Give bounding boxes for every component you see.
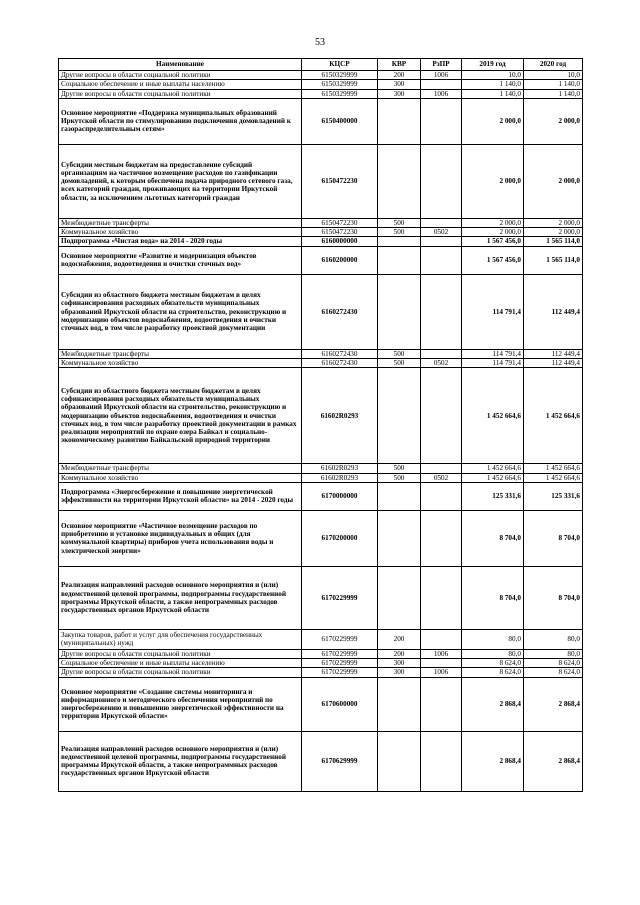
cell-kvr: 300	[378, 659, 421, 668]
cell-name: Субсидии местным бюджетам на предоставление субсидий организациям на частичное возмещение расходов по газификации домовладений, к которым обеспечена подача природного сетевого газа, всех категорий граждан, проживающих на территории Иркутской области, за исключением льготных категорий граждан	[59, 144, 302, 218]
cell-y2020: 80,0	[524, 629, 583, 649]
cell-code: 6160272430	[302, 358, 378, 367]
cell-y2019: 2 000,0	[462, 144, 524, 218]
cell-rzpr	[421, 218, 462, 227]
cell-y2019: 8 704,0	[462, 510, 524, 566]
table-row	[59, 668, 583, 677]
cell-y2019: 1 140,0	[462, 80, 524, 89]
cell-name: Другие вопросы в области социальной политики	[59, 668, 302, 677]
cell-rzpr	[421, 349, 462, 358]
cell-kvr: 500	[378, 218, 421, 227]
cell-y2020: 1 452 664,6	[524, 473, 583, 482]
table-row	[59, 566, 583, 629]
cell-code: 61602R0293	[302, 368, 378, 464]
cell-rzpr	[421, 237, 462, 246]
cell-name: Коммунальное хозяйство	[59, 228, 302, 237]
table-row	[59, 98, 583, 144]
cell-rzpr	[421, 368, 462, 464]
table-row	[59, 473, 583, 482]
cell-y2019: 2 868,4	[462, 731, 524, 791]
cell-code: 6150472230	[302, 144, 378, 218]
cell-kvr: 500	[378, 358, 421, 367]
cell-y2020: 2 000,0	[524, 98, 583, 144]
cell-code: 6160200000	[302, 246, 378, 274]
cell-name: Подпрограмма «Энергосбережение и повышение энергетической эффективности на территории Иркутской области» на 2014 - 2020 годы	[59, 482, 302, 510]
cell-kvr	[378, 368, 421, 464]
table-row	[59, 218, 583, 227]
cell-y2020: 125 331,6	[524, 482, 583, 510]
cell-y2020: 1 452 664,6	[524, 464, 583, 473]
cell-code: 6170229999	[302, 629, 378, 649]
cell-y2019: 114 791,4	[462, 358, 524, 367]
cell-code: 6160000000	[302, 237, 378, 246]
cell-code: 6150472230	[302, 228, 378, 237]
cell-name: Другие вопросы в области социальной политики	[59, 649, 302, 658]
cell-name: Социальное обеспечение и иные выплаты населению	[59, 659, 302, 668]
cell-kvr: 300	[378, 89, 421, 98]
cell-kvr: 500	[378, 464, 421, 473]
cell-y2019: 1 452 664,6	[462, 464, 524, 473]
cell-rzpr: 0502	[421, 473, 462, 482]
cell-name: Основное мероприятие «Поддержка муниципальных образований Иркутской области по стимулированию подключения домовладений к газораспределительным сетям»	[59, 98, 302, 144]
cell-y2020: 2 000,0	[524, 218, 583, 227]
cell-name: Реализация направлений расходов основного мероприятия и (или) ведомственной целевой программы, подпрограммы государственной программы Иркутской области, а также непрограммных расходов государственных органов Иркутской области	[59, 566, 302, 629]
cell-y2019: 2 000,0	[462, 228, 524, 237]
cell-name: Социальное обеспечение и иные выплаты населению	[59, 80, 302, 89]
header-rzpr: РзПР	[421, 59, 462, 71]
header-2020: 2020 год	[524, 59, 583, 71]
table-row	[59, 71, 583, 80]
cell-name: Основное мероприятие «Развитие и модернизация объектов водоснабжения, водоотведения и очистки сточных вод»	[59, 246, 302, 274]
table-row	[59, 649, 583, 658]
cell-y2020: 2 000,0	[524, 144, 583, 218]
cell-name: Реализация направлений расходов основного мероприятия и (или) ведомственной целевой программы, подпрограммы государственной программы Иркутской области, а также непрограммных расходов государственных органов Иркутской области	[59, 731, 302, 791]
cell-kvr: 200	[378, 629, 421, 649]
table-row	[59, 228, 583, 237]
cell-code: 61602R0293	[302, 464, 378, 473]
cell-y2020: 1 565 114,0	[524, 237, 583, 246]
table-row	[59, 349, 583, 358]
table-row	[59, 659, 583, 668]
table-row	[59, 144, 583, 218]
cell-y2020: 8 704,0	[524, 566, 583, 629]
cell-code: 6150400000	[302, 98, 378, 144]
cell-y2020: 8 624,0	[524, 668, 583, 677]
header-kvr: КВР	[378, 59, 421, 71]
table-row	[59, 464, 583, 473]
cell-rzpr	[421, 659, 462, 668]
table-row	[59, 482, 583, 510]
cell-kvr: 500	[378, 228, 421, 237]
cell-name: Межбюджетные трансферты	[59, 218, 302, 227]
cell-kvr	[378, 566, 421, 629]
cell-code: 6150472230	[302, 218, 378, 227]
cell-code: 6150329999	[302, 80, 378, 89]
cell-kvr	[378, 144, 421, 218]
cell-code: 6170600000	[302, 677, 378, 731]
cell-code: 6160272430	[302, 274, 378, 349]
table-row	[59, 510, 583, 566]
cell-rzpr	[421, 482, 462, 510]
cell-name: Другие вопросы в области социальной политики	[59, 89, 302, 98]
cell-y2019: 10,0	[462, 71, 524, 80]
cell-rzpr	[421, 510, 462, 566]
cell-y2019: 1 452 664,6	[462, 473, 524, 482]
cell-code: 6170000000	[302, 482, 378, 510]
cell-code: 6150329999	[302, 71, 378, 80]
cell-name: Подпрограмма «Чистая вода» на 2014 - 2020 годы	[59, 237, 302, 246]
cell-kvr: 300	[378, 80, 421, 89]
cell-y2020: 1 565 114,0	[524, 246, 583, 274]
table-row	[59, 731, 583, 791]
cell-rzpr: 0502	[421, 228, 462, 237]
cell-kvr	[378, 731, 421, 791]
cell-rzpr	[421, 144, 462, 218]
cell-rzpr: 1006	[421, 71, 462, 80]
cell-kvr	[378, 246, 421, 274]
cell-y2019: 8 624,0	[462, 659, 524, 668]
table-header-row	[59, 59, 583, 71]
cell-name: Субсидии из областного бюджета местным бюджетам в целях софинансирования расходных обязательств муниципальных образований Иркутской области на строительство, реконструкцию и модернизацию объектов водоснабжения, водоотведения и очистки сточных вод, в том числе разработку проектной документации в рамках реализации мероприятий по охране озера Байкал и социально-экономическому развитию Байкальской природной территории	[59, 368, 302, 464]
cell-y2020: 8 624,0	[524, 659, 583, 668]
cell-y2020: 2 000,0	[524, 228, 583, 237]
cell-y2020: 1 140,0	[524, 80, 583, 89]
cell-y2019: 1 140,0	[462, 89, 524, 98]
cell-code: 6170229999	[302, 659, 378, 668]
cell-y2020: 1 452 664,6	[524, 368, 583, 464]
table-row	[59, 368, 583, 464]
cell-y2019: 1 567 456,0	[462, 237, 524, 246]
cell-kvr: 200	[378, 649, 421, 658]
cell-name: Коммунальное хозяйство	[59, 473, 302, 482]
cell-kvr	[378, 98, 421, 144]
header-2019: 2019 год	[462, 59, 524, 71]
cell-rzpr	[421, 246, 462, 274]
page-number: 53	[315, 37, 325, 48]
cell-rzpr	[421, 464, 462, 473]
cell-rzpr: 1006	[421, 89, 462, 98]
table-row	[59, 677, 583, 731]
cell-y2019: 1 452 664,6	[462, 368, 524, 464]
cell-kvr: 500	[378, 349, 421, 358]
cell-rzpr	[421, 98, 462, 144]
cell-kvr	[378, 510, 421, 566]
cell-code: 6170229999	[302, 649, 378, 658]
cell-y2020: 1 140,0	[524, 89, 583, 98]
cell-kvr: 200	[378, 71, 421, 80]
cell-rzpr	[421, 80, 462, 89]
cell-name: Основное мероприятие «Частичное возмещение расходов по приобретению и установке индивидуальных и общих (для коммунальной квартиры) приборов учета использования воды и электрической энергии»	[59, 510, 302, 566]
cell-y2019: 114 791,4	[462, 349, 524, 358]
cell-kvr	[378, 237, 421, 246]
cell-rzpr	[421, 629, 462, 649]
cell-kvr	[378, 274, 421, 349]
cell-code: 6170229999	[302, 566, 378, 629]
cell-y2020: 112 449,4	[524, 349, 583, 358]
table-row	[59, 629, 583, 649]
cell-rzpr	[421, 731, 462, 791]
cell-y2020: 112 449,4	[524, 358, 583, 367]
cell-code: 6150329999	[302, 89, 378, 98]
cell-name: Основное мероприятие «Создание системы мониторинга и информационного и методического обеспечения мероприятий по энергосбережению и повышению энергетической эффективности на территории Иркутской области»	[59, 677, 302, 731]
cell-y2020: 2 868,4	[524, 731, 583, 791]
table-row	[59, 246, 583, 274]
cell-y2019: 80,0	[462, 649, 524, 658]
cell-y2019: 2 868,4	[462, 677, 524, 731]
cell-y2019: 8 704,0	[462, 566, 524, 629]
table-row	[59, 89, 583, 98]
cell-y2019: 125 331,6	[462, 482, 524, 510]
budget-table	[58, 58, 583, 792]
cell-code: 6170229999	[302, 668, 378, 677]
cell-y2020: 8 704,0	[524, 510, 583, 566]
cell-name: Закупка товаров, работ и услуг для обеспечения государственных (муниципальных) нужд	[59, 629, 302, 649]
cell-kvr	[378, 677, 421, 731]
cell-y2019: 1 567 456,0	[462, 246, 524, 274]
cell-name: Межбюджетные трансферты	[59, 349, 302, 358]
cell-code: 6170629999	[302, 731, 378, 791]
cell-y2020: 112 449,4	[524, 274, 583, 349]
cell-y2019: 8 624,0	[462, 668, 524, 677]
cell-code: 61602R0293	[302, 473, 378, 482]
cell-kvr	[378, 482, 421, 510]
table-row	[59, 358, 583, 367]
cell-name: Коммунальное хозяйство	[59, 358, 302, 367]
header-code: КЦСР	[302, 59, 378, 71]
cell-name: Межбюджетные трансферты	[59, 464, 302, 473]
cell-rzpr	[421, 566, 462, 629]
cell-name: Другие вопросы в области социальной политики	[59, 71, 302, 80]
cell-code: 6170200000	[302, 510, 378, 566]
cell-y2019: 114 791,4	[462, 274, 524, 349]
cell-rzpr: 1006	[421, 649, 462, 658]
table-row	[59, 274, 583, 349]
cell-kvr: 500	[378, 473, 421, 482]
cell-y2019: 2 000,0	[462, 218, 524, 227]
cell-name: Субсидии из областного бюджета местным бюджетам в целях софинансирования расходных обязательств муниципальных образований Иркутской области на строительство, реконструкцию и модернизацию объектов водоснабжения, водоотведения и очистки сточных вод, в том числе разработку проектной документации	[59, 274, 302, 349]
cell-rzpr	[421, 274, 462, 349]
table-row	[59, 80, 583, 89]
cell-rzpr: 1006	[421, 668, 462, 677]
cell-y2019: 80,0	[462, 629, 524, 649]
cell-y2020: 10,0	[524, 71, 583, 80]
cell-rzpr	[421, 677, 462, 731]
cell-y2020: 2 868,4	[524, 677, 583, 731]
header-name: Наименование	[59, 59, 302, 71]
table-row	[59, 237, 583, 246]
cell-y2020: 80,0	[524, 649, 583, 658]
cell-code: 6160272430	[302, 349, 378, 358]
cell-y2019: 2 000,0	[462, 98, 524, 144]
cell-rzpr: 0502	[421, 358, 462, 367]
cell-kvr: 300	[378, 668, 421, 677]
